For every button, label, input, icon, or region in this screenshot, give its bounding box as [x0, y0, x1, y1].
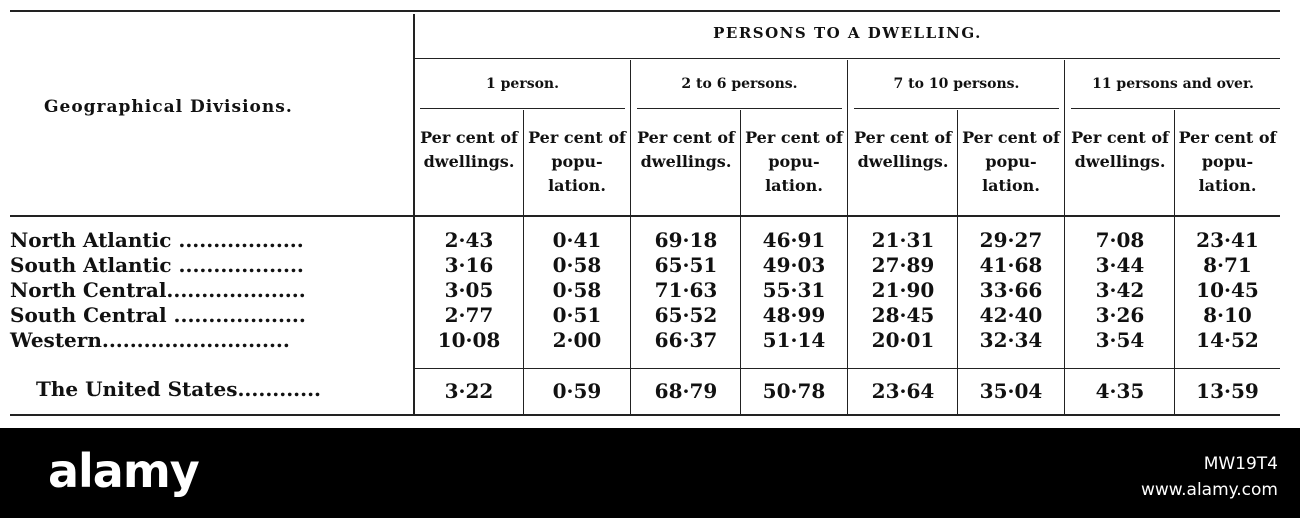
table-cell: 29·27 [979, 228, 1043, 252]
table-cell: 49·03 [762, 253, 826, 277]
table-cell: 8·71 [1203, 253, 1252, 277]
table-cell: 3·05 [444, 278, 494, 302]
subheader-8: Per cent of popu-lation. [1178, 128, 1277, 195]
table-cell: 23·64 [871, 379, 935, 403]
subheader-7: Per cent of dwellings. [1071, 128, 1169, 171]
row-label-united-states: The United States............ [36, 377, 322, 401]
table-cell: 3·22 [444, 379, 494, 403]
table-cell: 0·41 [552, 228, 602, 252]
table-cell: 10·45 [1196, 278, 1259, 302]
table-cell: 55·31 [762, 278, 826, 302]
table-cell: 0·51 [552, 303, 602, 327]
table-cell: 71·63 [654, 278, 718, 302]
table-cell: 21·31 [871, 228, 935, 252]
table-cell: 10·08 [437, 328, 501, 352]
table-cell: 2·00 [552, 328, 602, 352]
table-cell: 68·79 [654, 379, 718, 403]
site-url: www.alamy.com [1140, 480, 1278, 500]
image-id: MW19T4 [1203, 454, 1278, 474]
table-cell: 0·58 [552, 278, 602, 302]
table-cell: 46·91 [762, 228, 826, 252]
table-cell: 27·89 [871, 253, 935, 277]
bottom-rule [10, 414, 1280, 416]
group-header-4: 11 persons and over. [1092, 76, 1254, 92]
row-label-north-central: North Central.................... [10, 278, 306, 302]
row-label-south-atlantic: South Atlantic .................. [10, 253, 304, 277]
table-cell: 7·08 [1095, 228, 1145, 252]
group-divider-3 [1064, 60, 1065, 414]
row-label-western: Western........................... [10, 328, 290, 352]
stub-divider [413, 14, 415, 414]
main-header: PERSONS TO A DWELLING. [713, 24, 982, 42]
table-cell: 20·01 [871, 328, 935, 352]
table-cell: 4·35 [1095, 379, 1145, 403]
table-cell: 8·10 [1203, 303, 1252, 327]
table-cell: 41·68 [979, 253, 1043, 277]
table-cell: 65·51 [654, 253, 718, 277]
subheader-3: Per cent of dwellings. [637, 128, 735, 171]
rule-under-group-4 [1071, 108, 1280, 109]
table-cell: 65·52 [654, 303, 718, 327]
header-bottom-rule [10, 215, 1280, 217]
row-label-north-atlantic: North Atlantic .................. [10, 228, 304, 252]
table-cell: 0·59 [552, 379, 602, 403]
group-divider-1 [630, 60, 631, 414]
table-cell: 69·18 [654, 228, 718, 252]
table-cell: 2·77 [444, 303, 494, 327]
subheader-4: Per cent of popu-lation. [745, 128, 843, 195]
table-cell: 2·43 [444, 228, 494, 252]
table-cell: 3·26 [1095, 303, 1145, 327]
group-header-3: 7 to 10 persons. [893, 76, 1020, 92]
table-cell: 3·16 [444, 253, 494, 277]
top-rule [10, 10, 1280, 12]
table-cell: 50·78 [762, 379, 826, 403]
table-cell: 13·59 [1196, 379, 1259, 403]
subheader-5: Per cent of dwellings. [854, 128, 952, 171]
rule-under-group-1 [420, 108, 625, 109]
table-cell: 48·99 [762, 303, 826, 327]
table-cell: 3·42 [1095, 278, 1145, 302]
rule-under-main-header [415, 58, 1280, 59]
table-cell: 23·41 [1196, 228, 1259, 252]
group-header-2: 2 to 6 persons. [681, 76, 798, 92]
subheader-6: Per cent of popu-lation. [962, 128, 1060, 195]
table-cell: 3·54 [1095, 328, 1145, 352]
table-cell: 0·58 [552, 253, 602, 277]
subheader-1: Per cent of dwellings. [420, 128, 518, 171]
group-divider-2 [847, 60, 848, 414]
table-cell: 42·40 [979, 303, 1043, 327]
table-cell: 14·52 [1196, 328, 1259, 352]
table-cell: 66·37 [654, 328, 718, 352]
table-cell: 33·66 [979, 278, 1043, 302]
table-cell: 28·45 [871, 303, 935, 327]
group-header-1: 1 person. [486, 76, 559, 92]
table-cell: 35·04 [979, 379, 1043, 403]
row-label-south-central: South Central ................... [10, 303, 306, 327]
table-cell: 3·44 [1095, 253, 1145, 277]
alamy-logo: alamy [48, 444, 199, 498]
rule-under-group-2 [637, 108, 842, 109]
subheader-2: Per cent of popu-lation. [528, 128, 626, 195]
rule-under-group-3 [854, 108, 1059, 109]
stub-header: Geographical Divisions. [44, 97, 293, 117]
table-cell: 21·90 [871, 278, 935, 302]
table-cell: 51·14 [762, 328, 826, 352]
table-cell: 32·34 [979, 328, 1043, 352]
